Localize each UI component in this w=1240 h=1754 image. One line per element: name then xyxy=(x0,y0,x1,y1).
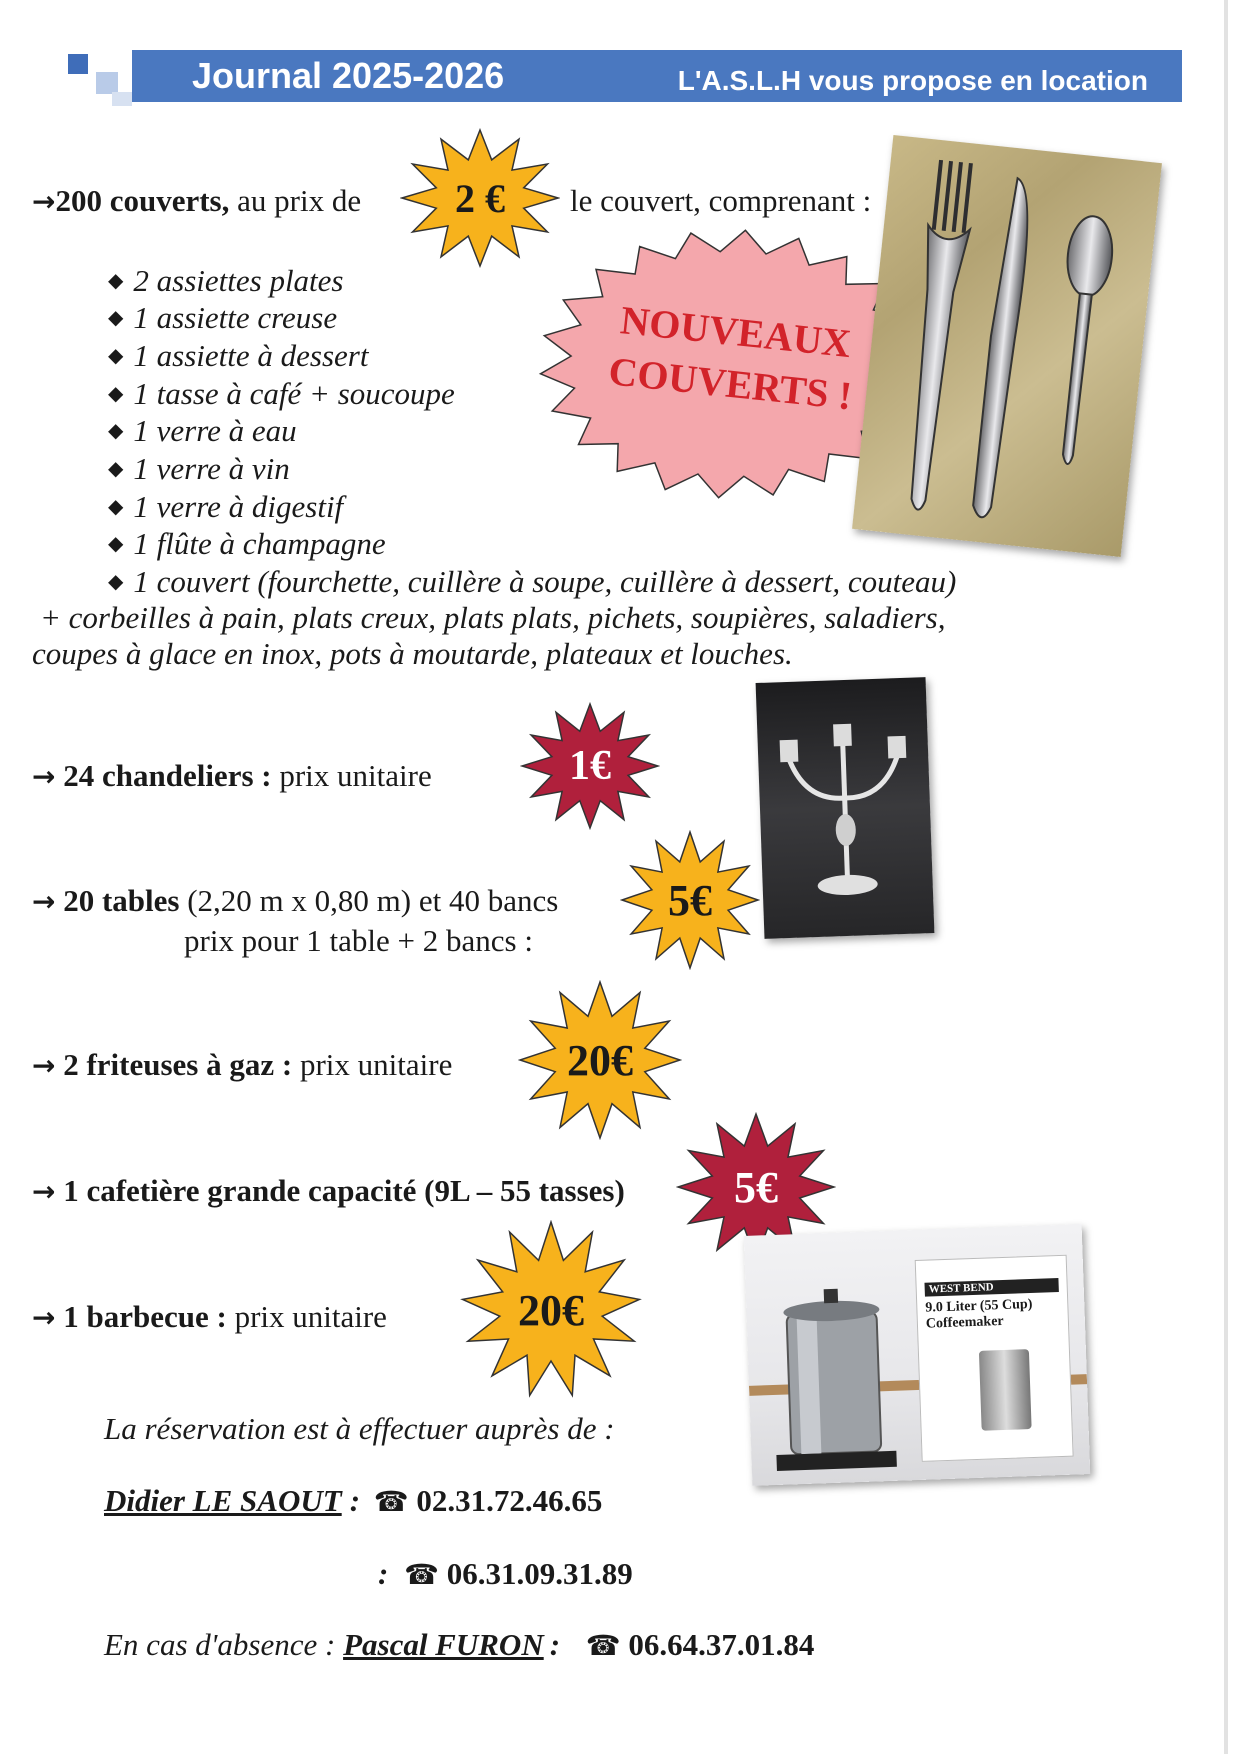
tables-label: 20 tables xyxy=(63,883,180,918)
reservation-intro: La réservation est à effectuer auprès de : xyxy=(104,1411,615,1446)
bullet-icon: ◆ xyxy=(108,571,124,593)
page-title: Journal 2025-2026 xyxy=(192,55,505,96)
couverts-line xyxy=(32,182,361,221)
header-decor-square xyxy=(68,54,88,74)
phone-icon: ☎ xyxy=(585,1629,621,1662)
list-item: ◆ 1 tasse à café + soucoupe xyxy=(108,376,455,411)
phone-icon: ☎ xyxy=(404,1558,439,1591)
contact1-line xyxy=(104,1482,602,1521)
stamp-line: COUVERTS ! xyxy=(606,348,855,419)
contact1-phone1: 02.31.72.46.65 xyxy=(416,1483,603,1518)
chandeliers-line xyxy=(32,757,432,796)
couverts-suffix: le couvert, comprenant : xyxy=(570,183,872,218)
contact2-name: Pascal FURON xyxy=(343,1627,544,1662)
friteuses-desc: prix unitaire xyxy=(299,1047,453,1082)
header-decor-square xyxy=(96,72,118,94)
arrow-icon: → xyxy=(32,760,56,793)
box-line1: 9.0 Liter (55 Cup) xyxy=(925,1296,1033,1316)
page-subtitle: L'A.S.L.H vous propose en location xyxy=(677,65,1148,96)
list-item: ◆ 1 verre à digestif xyxy=(108,489,344,524)
arrow-icon: → xyxy=(32,1301,56,1334)
chandeliers-price: 1€ xyxy=(569,743,611,789)
list-item: ◆ 1 verre à eau xyxy=(108,413,297,448)
contact2-sep: : xyxy=(549,1627,561,1662)
bullet-icon: ◆ xyxy=(108,496,124,518)
contact1-name: Didier LE SAOUT xyxy=(104,1483,342,1518)
arrow-icon: → xyxy=(32,1175,56,1208)
bullet-icon: ◆ xyxy=(108,345,124,367)
cafetiere-label: 1 cafetière grande capacité (9L – 55 tasses) xyxy=(63,1173,625,1208)
arrow-icon: → xyxy=(32,1049,56,1082)
list-item: ◆ 1 assiette creuse xyxy=(108,300,338,335)
chandeliers-label: 24 chandeliers : xyxy=(63,758,272,793)
couverts-extra-line: coupes à glace en inox, pots à moutarde, plateaux et louches. xyxy=(32,636,793,671)
price-star-chandeliers xyxy=(520,702,660,830)
absence-label: En cas d'absence : xyxy=(104,1627,336,1662)
contact1-sep: : xyxy=(378,1556,389,1591)
box-brand: WEST BEND xyxy=(924,1278,1058,1297)
coffeemaker-photo xyxy=(744,1224,1091,1486)
cafetiere-line xyxy=(32,1172,625,1211)
bullet-icon: ◆ xyxy=(108,458,124,480)
couverts-price: 2 € xyxy=(455,175,505,221)
barbecue-desc: prix unitaire xyxy=(234,1299,387,1334)
scan-edge xyxy=(1224,0,1228,1754)
friteuses-label: 2 friteuses à gaz : xyxy=(63,1047,293,1082)
contact2-line xyxy=(104,1626,814,1665)
arrow-icon: → xyxy=(32,185,56,218)
cutlery-photo xyxy=(852,135,1162,557)
bullet-icon: ◆ xyxy=(108,383,124,405)
bullet-icon: ◆ xyxy=(108,420,124,442)
price-star-couverts xyxy=(400,128,560,268)
list-item: ◆ 1 assiette à dessert xyxy=(108,338,369,373)
coffeemaker-box xyxy=(915,1255,1074,1462)
phone-icon: ☎ xyxy=(373,1485,409,1518)
contact1-line2 xyxy=(378,1555,633,1594)
bullet-icon: ◆ xyxy=(108,533,124,555)
arrow-icon: → xyxy=(32,885,56,918)
list-item: ◆ 1 couvert (fourchette, cuillère à soupe, cuillère à dessert, couteau) xyxy=(108,564,957,599)
barbecue-price: 20€ xyxy=(518,1285,584,1335)
box-line2: Coffeemaker xyxy=(925,1313,1004,1332)
bullet-icon: ◆ xyxy=(108,307,124,329)
cutlery-icon xyxy=(852,135,1162,557)
couverts-price-prefix: au prix de xyxy=(237,183,362,218)
price-star-barbecue xyxy=(460,1220,642,1400)
contact1-phone2: 06.31.09.31.89 xyxy=(446,1556,633,1591)
tables-line xyxy=(32,882,558,921)
barbecue-label: 1 barbecue : xyxy=(63,1299,227,1334)
barbecue-line xyxy=(32,1298,387,1337)
bullet-icon: ◆ xyxy=(108,270,124,292)
list-item: ◆ 1 verre à vin xyxy=(108,451,290,486)
contact2-phone: 06.64.37.01.84 xyxy=(628,1627,815,1662)
couverts-extra-line: + corbeilles à pain, plats creux, plats plats, pichets, soupières, saladiers, xyxy=(40,600,946,635)
list-item: ◆ 2 assiettes plates xyxy=(108,263,344,298)
cafetiere-price: 5€ xyxy=(734,1162,778,1212)
candelabra-photo xyxy=(756,677,935,939)
price-star-tables xyxy=(620,830,760,970)
price-star-friteuses xyxy=(518,980,682,1140)
stamp-line: NOUVEAUX xyxy=(618,297,854,367)
urn-icon xyxy=(765,1280,912,1475)
tables-price: 5€ xyxy=(668,875,712,925)
contact1-sep: : xyxy=(349,1483,361,1518)
box-urn-image xyxy=(979,1349,1032,1431)
list-item: ◆ 1 flûte à champagne xyxy=(108,526,386,561)
candelabra-icon xyxy=(756,677,935,939)
friteuses-price: 20€ xyxy=(567,1035,633,1085)
header-decor-square xyxy=(112,92,132,106)
chandeliers-desc: prix unitaire xyxy=(279,758,432,793)
couverts-count: 200 couverts, xyxy=(55,183,230,218)
tables-desc: (2,20 m x 0,80 m) et 40 bancs xyxy=(187,883,559,918)
tables-desc2: prix pour 1 table + 2 bancs : xyxy=(184,923,533,958)
friteuses-line xyxy=(32,1046,452,1085)
